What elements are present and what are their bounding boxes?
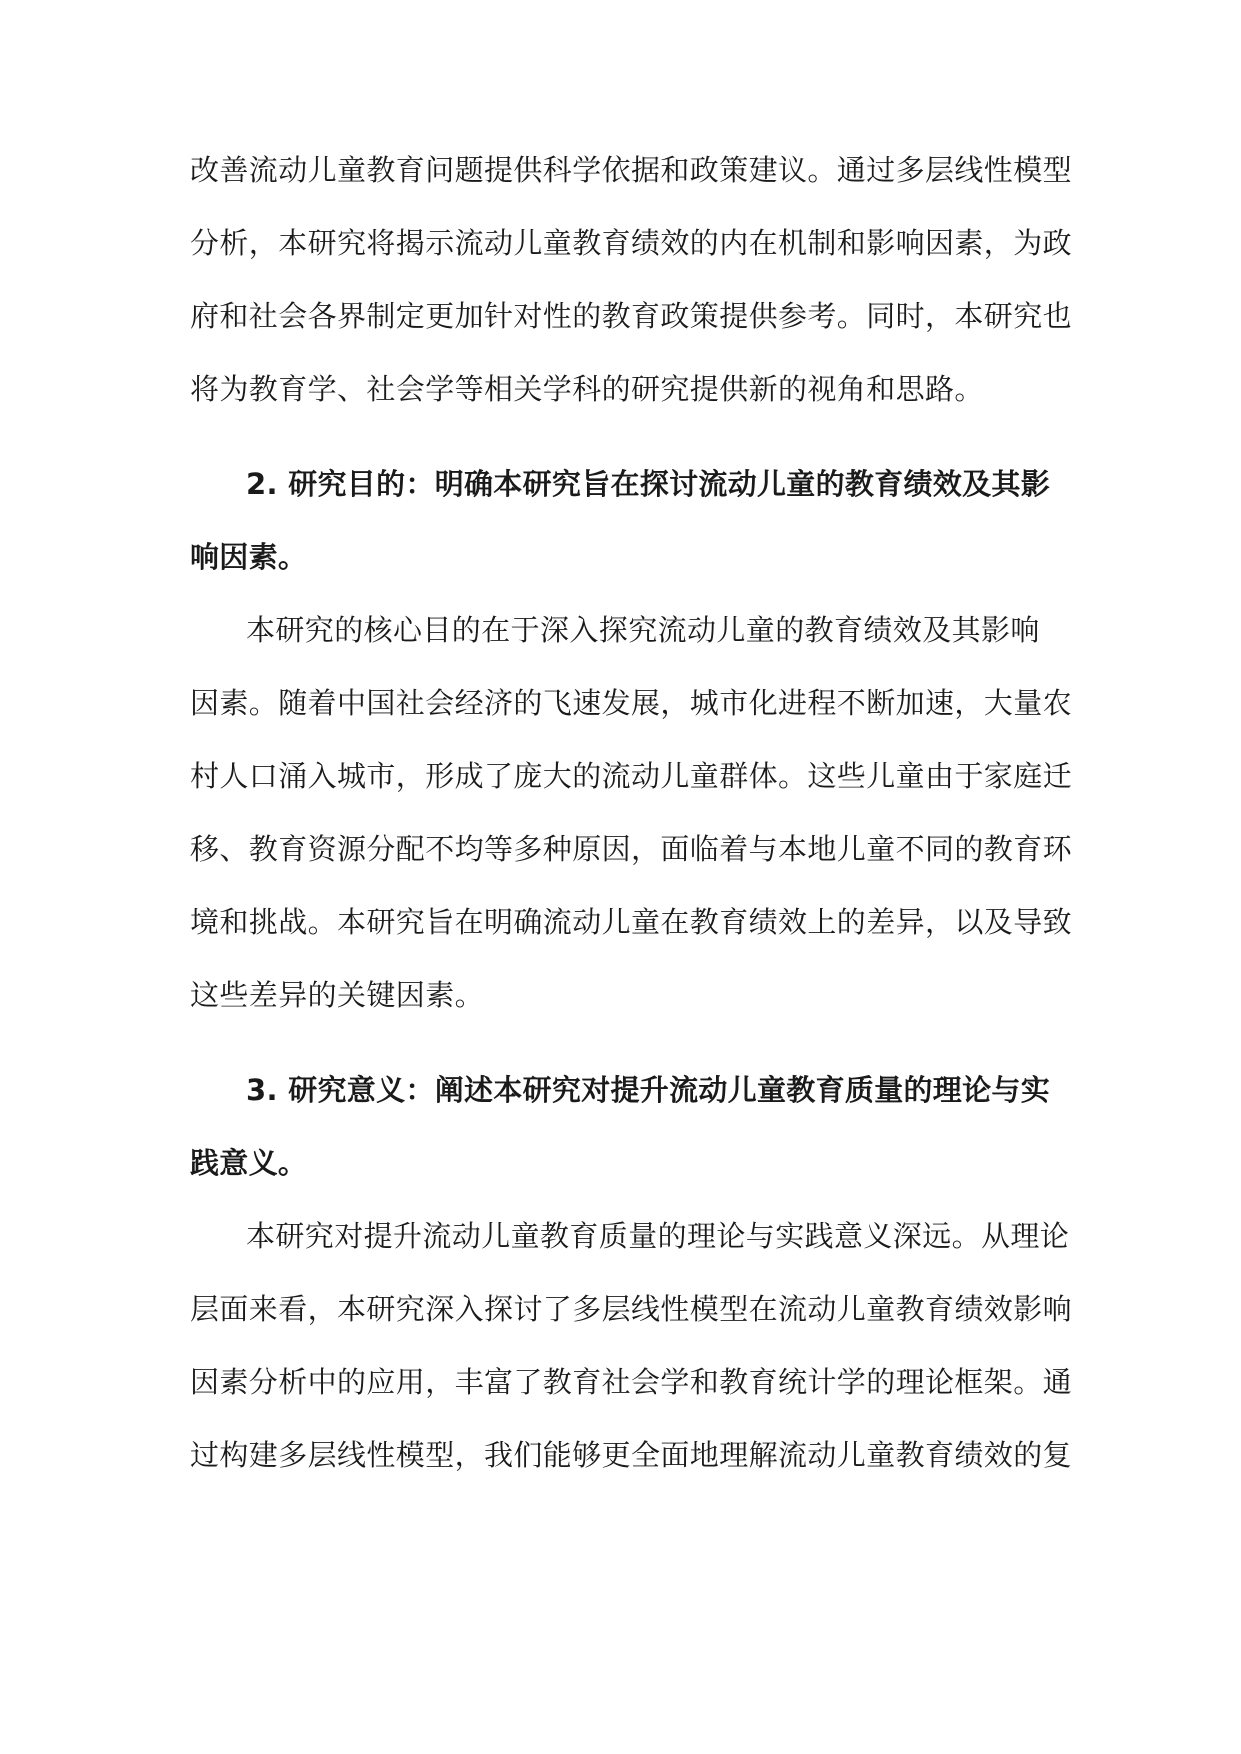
text-line: 改善流动儿童教育问题提供科学依据和政策建议。通过多层线性模型: [190, 153, 1073, 187]
heading-line: 2. 研究目的：明确本研究旨在探讨流动儿童的教育绩效及其影: [246, 467, 1050, 501]
text-line: 府和社会各界制定更加针对性的教育政策提供参考。同时，本研究也: [190, 299, 1073, 333]
paragraph-research-purpose: [190, 606, 1073, 1044]
text-line: 分析，本研究将揭示流动儿童教育绩效的内在机制和影响因素，为政: [190, 226, 1073, 260]
heading-line: 3. 研究意义：阐述本研究对提升流动儿童教育质量的理论与实: [246, 1073, 1050, 1107]
text-line: 将为教育学、社会学等相关学科的研究提供新的视角和思路。: [190, 372, 984, 406]
text-line: 层面来看，本研究深入探讨了多层线性模型在流动儿童教育绩效影响: [190, 1292, 1073, 1326]
heading-line: 响因素。: [190, 540, 308, 574]
heading-research-significance: [190, 1066, 1054, 1212]
heading-line: 践意义。: [190, 1146, 308, 1180]
heading-research-purpose: [190, 460, 1054, 606]
text-line: 因素分析中的应用，丰富了教育社会学和教育统计学的理论框架。通: [190, 1365, 1073, 1399]
document-body: [190, 146, 1073, 1504]
text-line: 本研究的核心目的在于深入探究流动儿童的教育绩效及其影响: [246, 613, 1040, 647]
text-line: 本研究对提升流动儿童教育质量的理论与实践意义深远。从理论: [246, 1219, 1070, 1253]
text-line: 过构建多层线性模型，我们能够更全面地理解流动儿童教育绩效的复: [190, 1438, 1073, 1472]
text-line: 境和挑战。本研究旨在明确流动儿童在教育绩效上的差异，以及导致: [190, 905, 1073, 939]
paragraph-research-significance: [190, 1212, 1073, 1504]
text-line: 村人口涌入城市，形成了庞大的流动儿童群体。这些儿童由于家庭迁: [190, 759, 1073, 793]
text-line: 这些差异的关键因素。: [190, 978, 485, 1012]
paragraph-policy-value: [190, 146, 1073, 438]
text-line: 因素。随着中国社会经济的飞速发展，城市化进程不断加速，大量农: [190, 686, 1073, 720]
text-line: 移、教育资源分配不均等多种原因，面临着与本地儿童不同的教育环: [190, 832, 1073, 866]
